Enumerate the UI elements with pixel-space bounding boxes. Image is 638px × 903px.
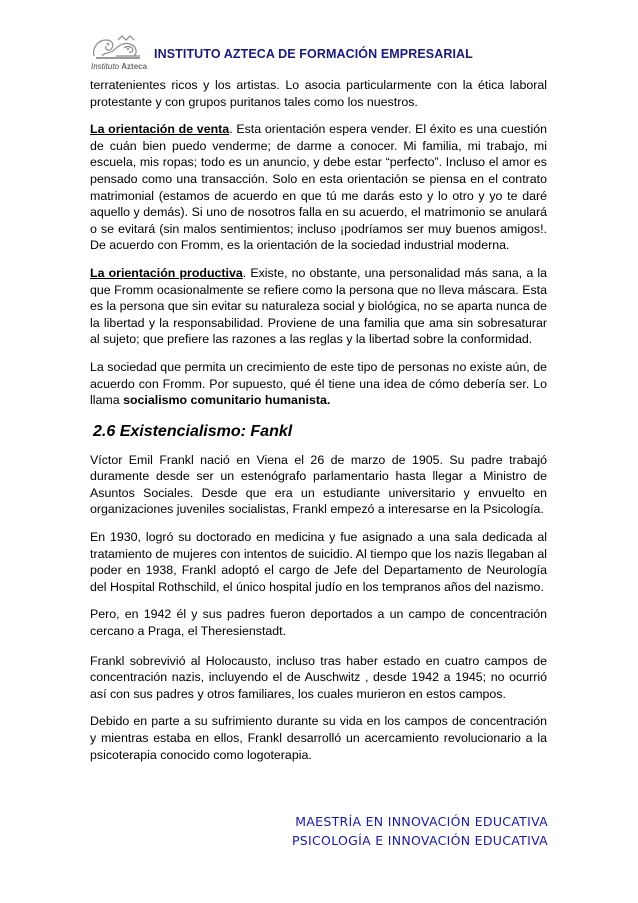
paragraph-7: Pero, en 1942 él y sus padres fueron deportados a un campo de concentración cercano a Praga, el Theresienstadt. [90,607,547,639]
page-header [88,34,558,74]
main-content [90,77,547,774]
footer-line-2: PSICOLOGÍA E INNOVACIÓN EDUCATIVA [291,833,548,848]
term-orientacion-productiva: La orientación productiva [90,265,243,280]
paragraph-4: La sociedad que permita un crecimiento de este tipo de personas no existe aún, de acuerdo con Fromm. Por supuesto, qué él tiene una idea de cómo debería ser. Lo llama socialismo comunitario humanista. [90,359,547,408]
header-title: INSTITUTO AZTECA DE FORMACIÓN EMPRESARIAL [154,47,473,61]
paragraph-6: En 1930, logró su doctorado en medicina y fue asignado a una sala dedicada al tratamiento de mujeres con intentos de suicidio. Al tiempo que los nazis llegaban al poder en 1938, Frankl adoptó el cargo de Jefe del Departamento de Neurología del Hospital Rothschild, el único hospital judío en los tempranos años del nazismo. [90,530,547,594]
logo-wordmark: Instituto Azteca [91,62,148,71]
institute-logo [88,34,150,74]
paragraph-3: La orientación productiva. Existe, no obstante, una personalidad más sana, a la que Fromm ocasionalmente se refiere como la persona que no lleva máscara. Esta es la persona que sin evitar su naturaleza social y biológica, no se aparta nunca de la libertad y la responsabilidad. Proviene de una familia que ama sin sobresaturar al sujeto; que prefiere las razones a las reglas y la libertad sobre la conformidad. [90,265,547,347]
term-socialismo: socialismo comunitario humanista. [123,393,331,408]
paragraph-2: La orientación de venta. Esta orientación espera vender. El éxito es una cuestión de cuán bien puedo venderme; de darme a conocer. Mi familia, mi trabajo, mi escuela, mis ropas; todo es un anuncio, y debe estar “perfecto”. Incluso el amor es pensado como una transacción. Solo en esta orientación se piensa en el contrato matrimonial (estamos de acuerdo en que tú me darás esto y lo otro y yo te daré aquello y demás). Si uno de nosotros falla en su acuerdo, el matrimonio se anulará o se evitará (sin malos sentimientos; incluso ¡podríamos ser muy buenos amigos!. De acuerdo con Fromm, es la orientación de la sociedad industrial moderna. [90,122,547,253]
section-heading: 2.6 Existencialismo: Fankl [93,422,293,440]
footer-line-1: MAESTRÍA EN INNOVACIÓN EDUCATIVA [295,814,548,829]
paragraph-5: Víctor Emil Frankl nació en Viena el 26 de marzo de 1905. Su padre trabajó duramente desde ser un estenógrafo parlamentario hasta llegar a Ministro de Asuntos Sociales. Desde que era un estudiante universitario y envuelto en organizaciones juveniles socialistas, Frankl empezó a interesarse en la Psicología. [90,452,547,517]
page-footer [292,812,548,850]
paragraph-1: terratenientes ricos y los artistas. Lo asocia particularmente con la ética laboral protestante y con grupos puritanos tales como los nuestros. [90,78,547,109]
paragraph-9: Debido en parte a su sufrimiento durante su vida en los campos de concentración y mientras estaba en ellos, Frankl desarrolló un acercamiento revolucionario a la psicoterapia conocido como logoterapia. [90,714,547,762]
paragraph-8: Frankl sobrevivió al Holocausto, incluso tras haber estado en cuatro campos de concentración nazis, incluyendo el de Auschwitz , desde 1942 a 1945; no ocurrió así con sus padres y otros familiares, los cuales murieron en estos campos. [90,653,547,701]
term-orientacion-venta: La orientación de venta [90,122,230,137]
aztec-emblem-icon [88,34,150,64]
